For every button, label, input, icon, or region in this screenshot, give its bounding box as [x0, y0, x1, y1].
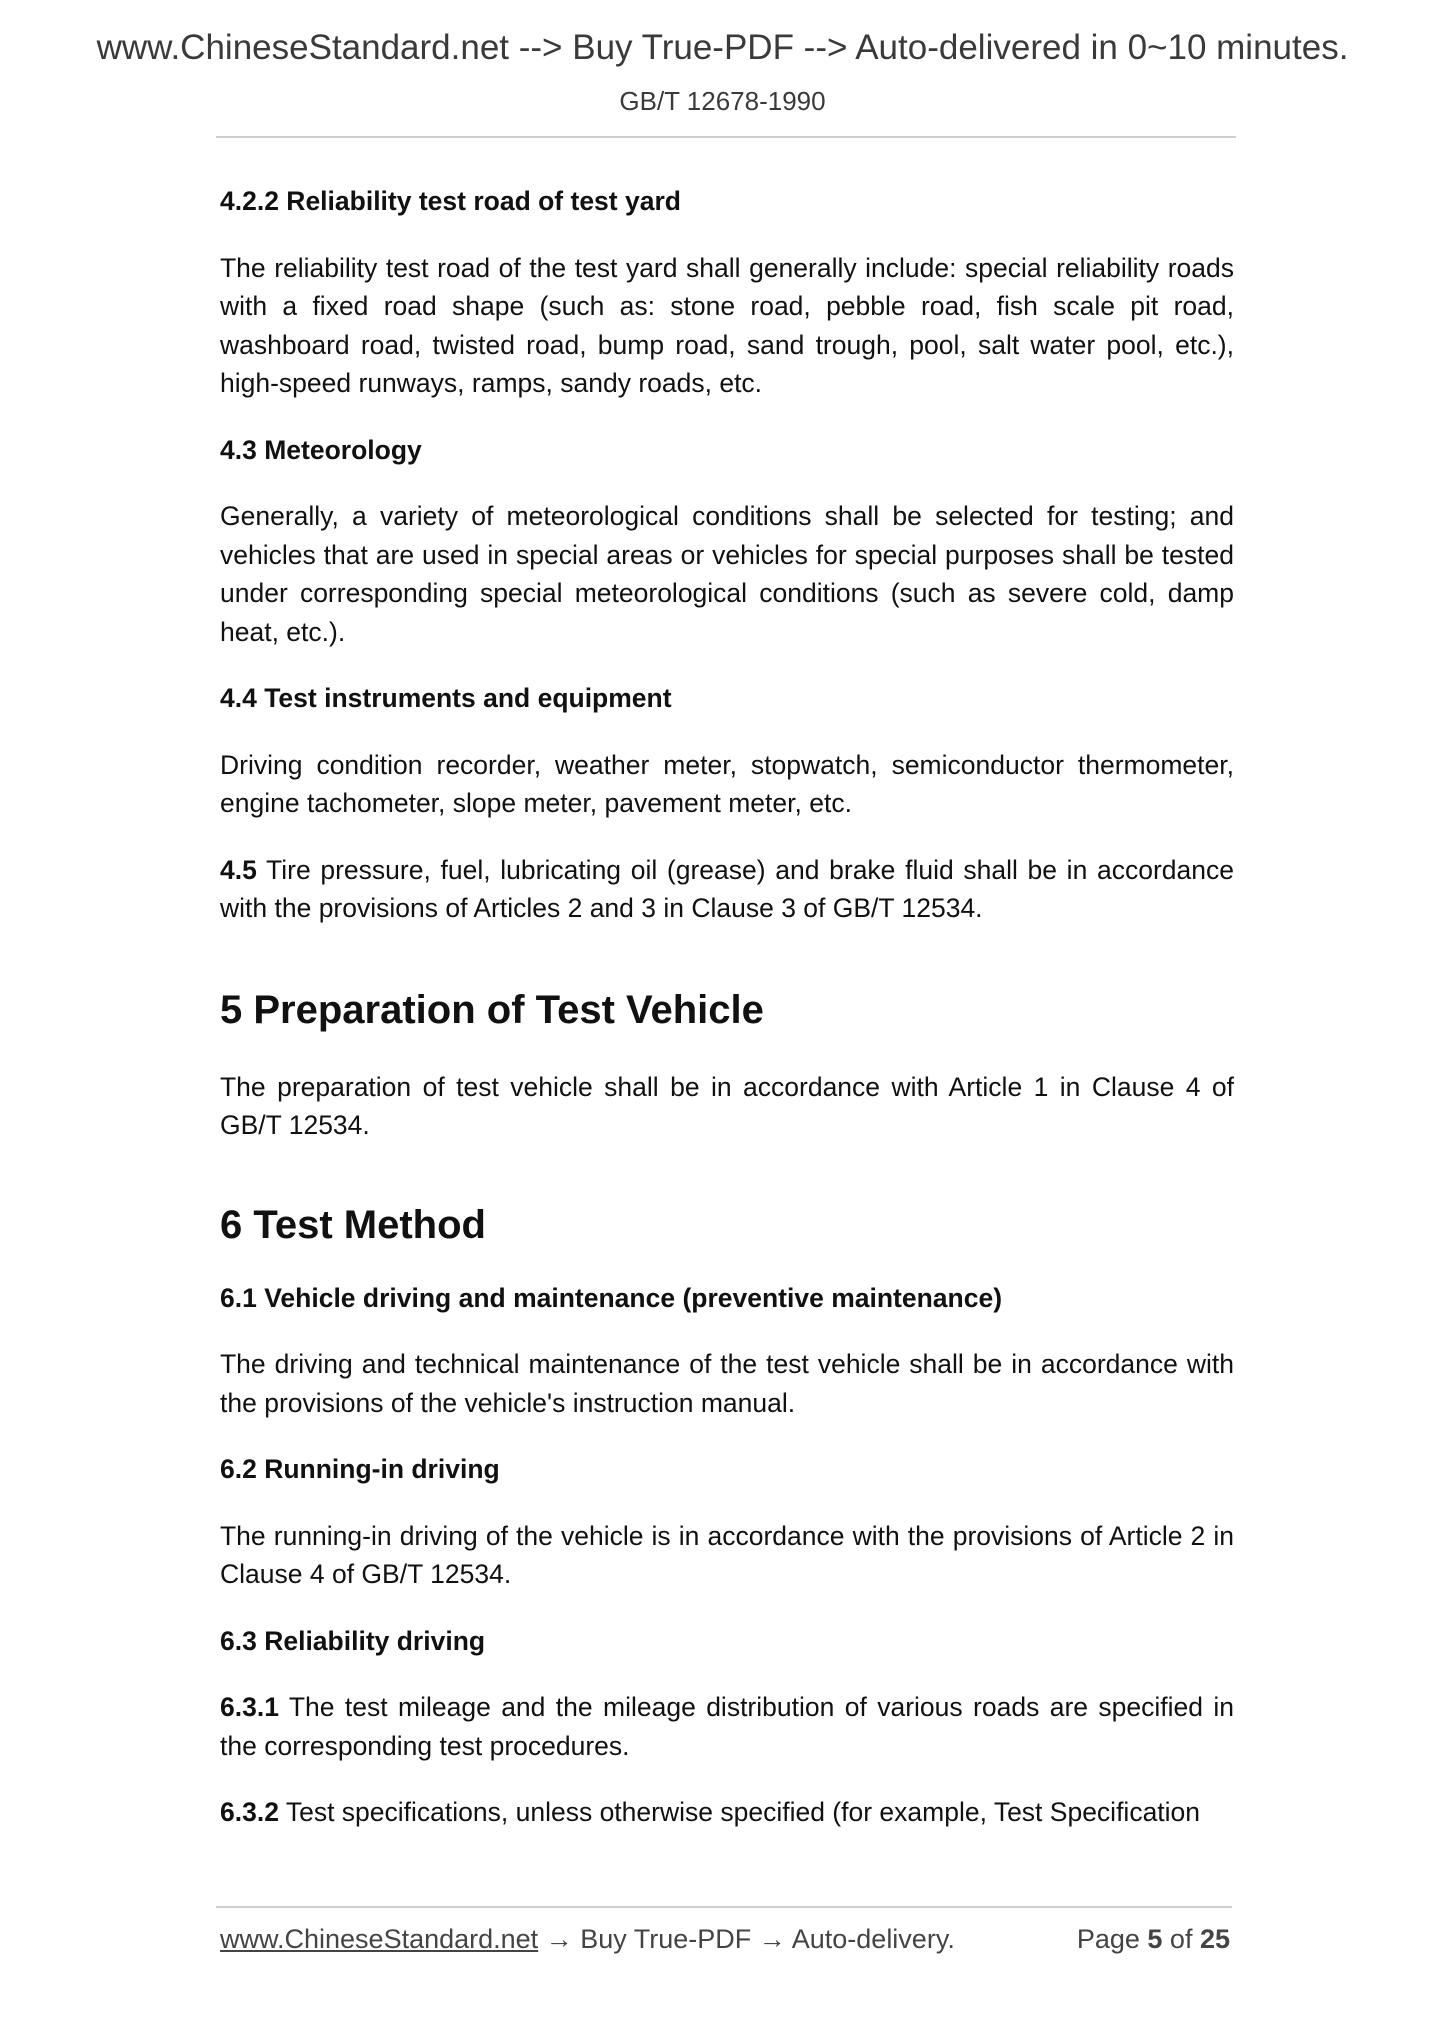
clause-number-6-3-1: 6.3.1 — [220, 1692, 279, 1722]
heading-section-6: 6 Test Method — [220, 1202, 486, 1247]
heading-4-2-2: 4.2.2 Reliability test road of test yard — [220, 186, 681, 216]
paragraph-4-5 — [220, 851, 1234, 928]
paragraph-6-2: The running-in driving of the vehicle is in accordance with the provisions of Article 2 in Clause 4 of GB/T 12534. — [220, 1520, 1234, 1589]
paragraph-6-3-2 — [220, 1793, 1234, 1832]
heading-6-3: 6.3 Reliability driving — [220, 1625, 486, 1656]
heading-4-4: 4.4 Test instruments and equipment — [220, 683, 672, 713]
paragraph-4-4: Driving condition recorder, weather meter, stopwatch, semiconductor thermometer, engine tachometer, slope meter, pavement meter, etc. — [220, 749, 1234, 818]
header-divider — [216, 136, 1236, 138]
paragraph-5: The preparation of test vehicle shall be in accordance with Article 1 in Clause 4 of GB/T 12534. — [220, 1071, 1234, 1140]
document-code: GB/T 12678-1990 — [619, 86, 826, 116]
footer-tagline: → Buy True-PDF → Auto-delivery. — [538, 1924, 955, 1954]
footer-site-link[interactable]: www.ChineseStandard.net — [220, 1924, 539, 1954]
paragraph-6-3-1 — [220, 1688, 1234, 1765]
page-current-number: 5 — [1147, 1924, 1163, 1954]
page-indicator — [1077, 1924, 1230, 1955]
page-of-label: of — [1162, 1924, 1200, 1954]
footer-left — [220, 1924, 955, 1955]
paragraph-4-2-2: The reliability test road of the test yard shall generally include: special reliability roads with a fixed road shape (such as: stone road, pebble road, fish scale pit road, washboard road, twisted road, bump road, sand trough, pool, salt water pool, etc.), high-speed runways, ramps, sandy roads, etc. — [220, 252, 1234, 398]
clause-number-6-3-2: 6.3.2 — [220, 1797, 279, 1827]
clause-text-6-3-1: The test mileage and the mileage distribution of various roads are specified in the corresponding test procedures. — [220, 1692, 1234, 1761]
page-content — [220, 182, 1234, 1832]
clause-text-6-3-2: Test specifications, unless otherwise specified (for example, Test Specification — [278, 1797, 1201, 1827]
heading-4-3: 4.3 Meteorology — [220, 434, 422, 465]
footer-divider — [216, 1906, 1232, 1908]
clause-text-4-5: Tire pressure, fuel, lubricating oil (grease) and brake fluid shall be in accordance with the provisions of Articles 2 and 3 in Clause 3 of GB/T 12534. — [220, 854, 1234, 923]
top-banner: www.ChineseStandard.net --> Buy True-PDF --> Auto-delivered in 0~10 minutes. — [96, 28, 1349, 67]
heading-section-5: 5 Preparation of Test Vehicle — [220, 987, 764, 1032]
heading-6-2: 6.2 Running-in driving — [220, 1454, 500, 1484]
clause-number-4-5: 4.5 — [220, 854, 257, 885]
paragraph-6-1: The driving and technical maintenance of the test vehicle shall be in accordance with the provisions of the vehicle's instruction manual. — [220, 1349, 1234, 1418]
page-total-number: 25 — [1199, 1924, 1230, 1954]
paragraph-4-3: Generally, a variety of meteorological conditions shall be selected for testing; and vehicles that are used in special areas or vehicles for special purposes shall be tested under corresponding special meteorological conditions (such as severe cold, damp heat, etc.). — [220, 501, 1234, 647]
heading-6-1: 6.1 Vehicle driving and maintenance (preventive maintenance) — [220, 1282, 1003, 1313]
page-label: Page — [1076, 1924, 1148, 1954]
